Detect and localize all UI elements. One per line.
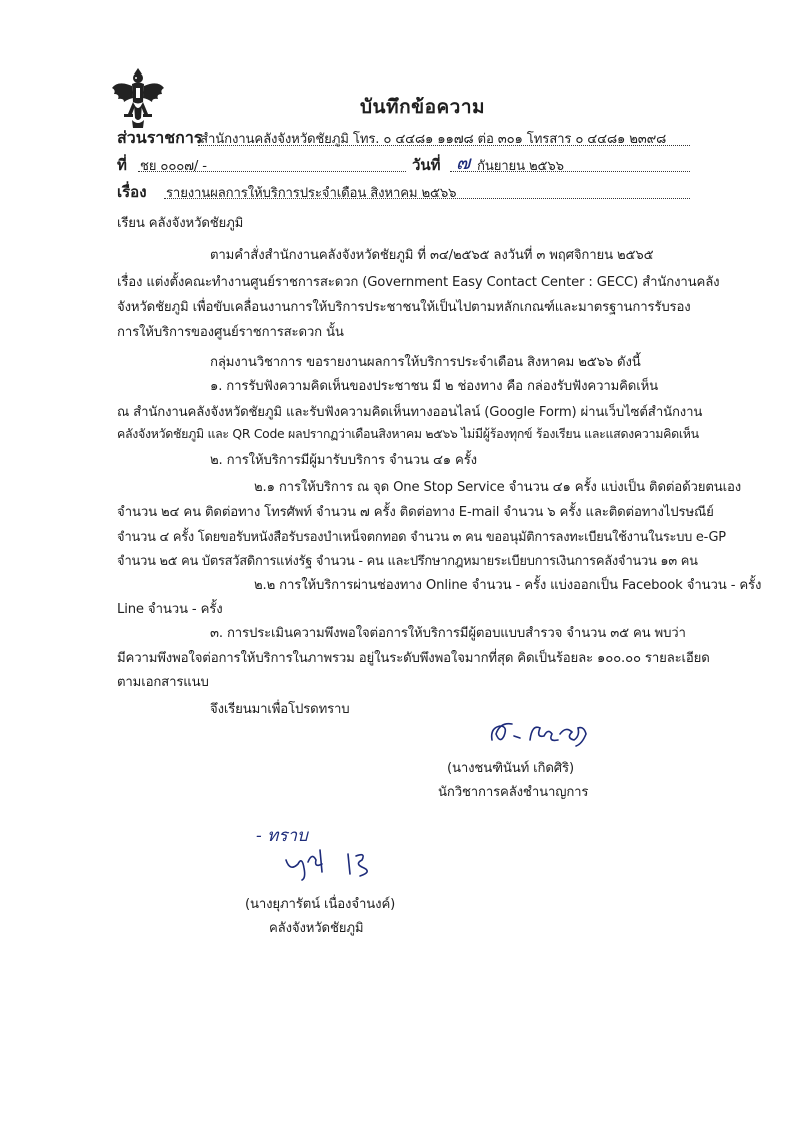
ref-dotted-line: [138, 171, 406, 172]
signatory-2-position: คลังจังหวัดชัยภูมิ: [269, 921, 364, 936]
subject-label: เรื่อง: [117, 183, 147, 201]
paragraph-1-line-3: จังหวัดชัยภูมิ เพื่อขับเคลื่อนงานการให้บริการประชาชนให้เป็นไปตามหลักเกณฑ์และมาตรฐานการรับรอง: [117, 300, 691, 315]
closing-line: จึงเรียนมาเพื่อโปรดทราบ: [210, 702, 350, 717]
item-1-line-1: ๑. การรับฟังความคิดเห็นของประชาชน มี ๒ ช่องทาง คือ กล่องรับฟังความคิดเห็น: [210, 379, 658, 394]
item-3-line-2: มีความพึงพอใจต่อการให้บริการในภาพรวม อยู่ในระดับพึงพอใจมากที่สุด คิดเป็นร้อยละ ๑๐๐.๐๐ รายละเอียด: [117, 651, 710, 666]
item-2-2-line-2: Line จำนวน - ครั้ง: [117, 602, 223, 617]
garuda-emblem: [110, 68, 166, 130]
paragraph-1-line-1: ตามคำสั่งสำนักงานคลังจังหวัดชัยภูมิ ที่ ๓๔/๒๕๖๕ ลงวันที่ ๓ พฤศจิกายน ๒๕๖๕: [210, 248, 654, 263]
item-2-1-line-4: จำนวน ๒๕ คน บัตรสวัสดิการแห่งรัฐ จำนวน - คน และปรึกษากฎหมายระเบียบการเงินการคลังจำนวน ๑๓ คน: [117, 554, 698, 569]
date-rest: กันยายน ๒๕๖๖: [477, 159, 564, 174]
subject-text: รายงานผลการให้บริการประจำเดือน สิงหาคม ๒๕๖๖: [166, 186, 457, 201]
item-2-1-line-2: จำนวน ๒๔ คน ติดต่อทาง โทรศัพท์ จำนวน ๗ ครั้ง ติดต่อทาง E-mail จำนวน ๖ ครั้ง และติดต่อทางไปรษณีย์: [117, 505, 714, 520]
subject-dotted-line: [164, 198, 690, 199]
signature-1: [486, 714, 596, 754]
signature-2: [282, 842, 392, 882]
item-2-2-line-1: ๒.๒ การให้บริการผ่านช่องทาง Online จำนวน - ครั้ง แบ่งออกเป็น Facebook จำนวน - ครั้ง: [254, 578, 762, 593]
agency-text: สำนักงานคลังจังหวัดชัยภูมิ โทร. ๐ ๔๔๘๑ ๑๑๗๘ ต่อ ๓๐๑ โทรสาร ๐ ๔๔๘๑ ๒๓๙๘: [200, 132, 667, 147]
item-1-line-2: ณ สำนักงานคลังจังหวัดชัยภูมิ และรับฟังความคิดเห็นทางออนไลน์ (Google Form) ผ่านเว็บไซต์สำนักงาน: [117, 405, 703, 420]
item-2-1-line-3: จำนวน ๔ ครั้ง โดยขอรับหนังสือรับรองบำเหน็จตกทอด จำนวน ๓ คน ขออนุมัติการลงทะเบียนใช้งานในระบบ e-GP: [117, 530, 726, 545]
salutation: เรียน คลังจังหวัดชัยภูมิ: [117, 216, 244, 231]
item-1-line-3: คลังจังหวัดชัยภูมิ และ QR Code ผลปรากฏว่าเดือนสิงหาคม ๒๕๖๖ ไม่มีผู้ร้องทุกข์ ร้องเรียน และแสดงความคิดเห็น: [117, 426, 699, 441]
paragraph-1-line-4: การให้บริการของศูนย์ราชการสะดวก นั้น: [117, 325, 344, 340]
signatory-2-name: (นางยุภารัตน์ เนื่องจำนงค์): [245, 897, 396, 912]
paragraph-2-intro: กลุ่มงานวิชาการ ขอรายงานผลการให้บริการประจำเดือน สิงหาคม ๒๕๖๖ ดังนี้: [210, 355, 641, 370]
item-2-1-line-1: ๒.๑ การให้บริการ ณ จุด One Stop Service จำนวน ๔๑ ครั้ง แบ่งเป็น ติดต่อด้วยตนเอง: [254, 480, 742, 495]
item-2-line-1: ๒. การให้บริการมีผู้มารับบริการ จำนวน ๔๑ ครั้ง: [210, 453, 477, 468]
ref-label: ที่: [117, 156, 127, 174]
ref-text: ชย ๐๐๐๗/ -: [140, 159, 207, 174]
item-3-line-1: ๓. การประเมินความพึงพอใจต่อการให้บริการมีผู้ตอบแบบสำรวจ จำนวน ๓๕ คน พบว่า: [210, 626, 686, 641]
date-dotted-line: [450, 171, 690, 172]
paragraph-1-line-2: เรื่อง แต่งตั้งคณะทำงานศูนย์ราชการสะดวก (Government Easy Contact Center : GECC) สำนักงานคลัง: [117, 275, 720, 290]
handwritten-acknowledgement: - ทราบ: [256, 826, 308, 846]
memo-title: บันทึกข้อความ: [360, 96, 486, 118]
date-label: วันที่: [412, 156, 441, 174]
signatory-1-name: (นางชนฑินันท์ เกิดศิริ): [447, 761, 574, 776]
agency-label: ส่วนราชการ: [117, 128, 203, 147]
signatory-1-position: นักวิชาการคลังชำนาญการ: [438, 785, 589, 800]
agency-dotted-line: [198, 145, 690, 146]
date-day-handwritten: ๗: [456, 152, 471, 174]
item-3-line-3: ตามเอกสารแนบ: [117, 675, 209, 690]
